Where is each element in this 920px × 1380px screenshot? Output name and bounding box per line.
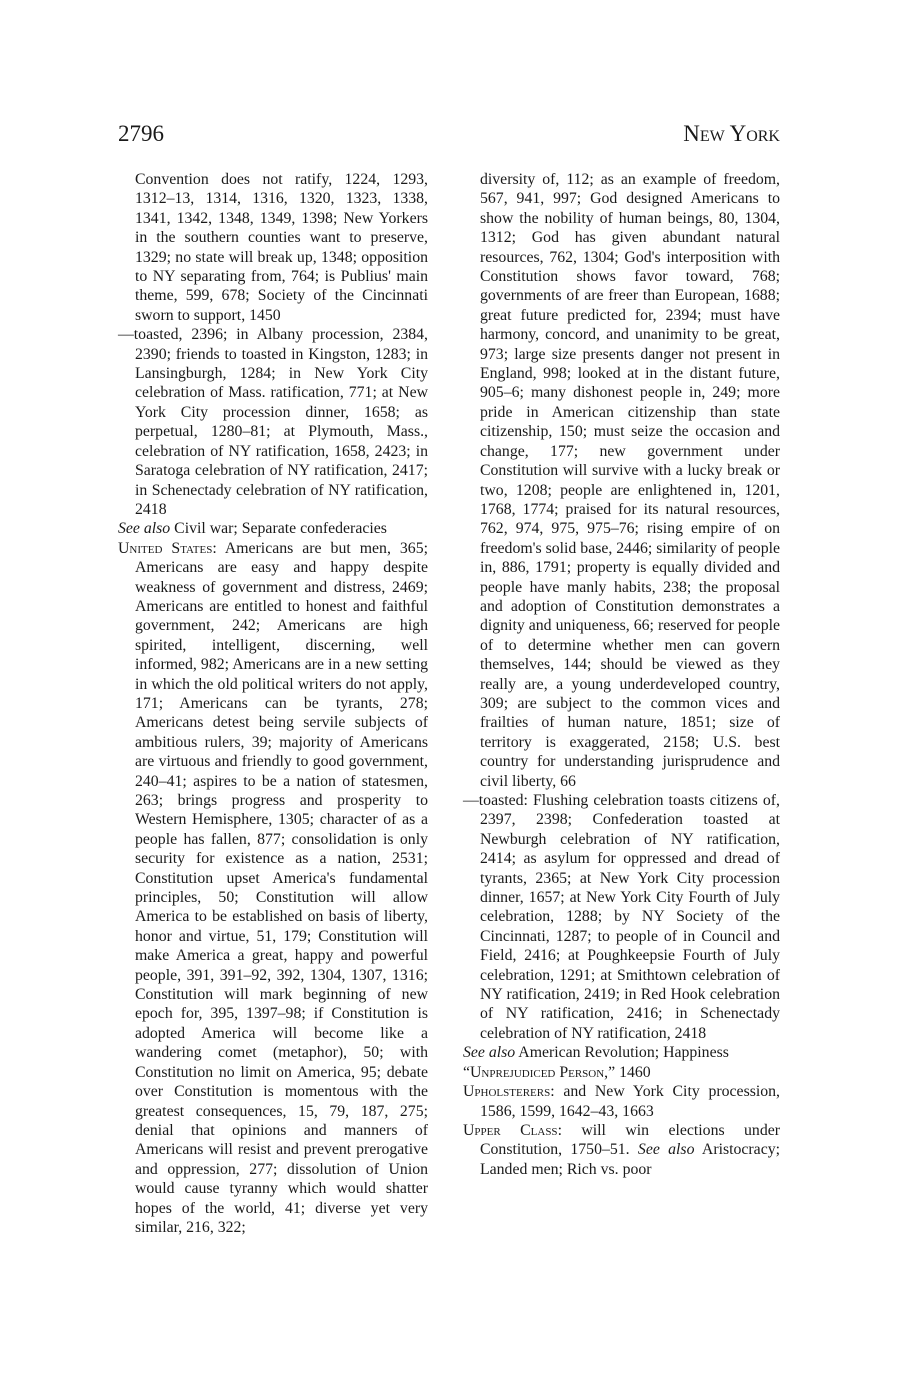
entry-text: : will win elections under Constitution, 1750–51. [480,1121,780,1159]
page-number: 2796 [118,121,164,146]
index-entry-united-states [118,539,428,1238]
running-head: New York [683,121,780,146]
entry-text: 1460 [615,1063,651,1081]
see-also-text: Civil war; Separate confederacies [174,520,387,538]
left-column [118,170,428,1237]
right-column [463,170,780,1179]
page-header [118,121,780,153]
see-also-text: Aristocracy; Landed men; Rich vs. poor [480,1141,780,1178]
index-entry-upper-class [463,1121,780,1179]
entry-text: : Americans are but men, 365; Americans are easy and happy despite weakness of government and distress, 2469; Americans are entitled to honest and faithful government, 242; Americans are high spirited, intelligent, discerning, well informed, 982; Americans are in a new setting in which the old political writers do not apply, 171; Americans can be tyrants, 278; Americans detest being servile subjects of ambitious rulers, 39; majority of Americans are virtuous and friendly to good government, 240–41; aspires to be a nation of statesmen, 263; brings progress and prosperity to Western Hemisphere, 1305; character of as a people has fallen, 877; consolidation is only security for existence as a nation, 2531; Constitution upset America's fundamental principles, 50; Constitution will allow America to be established on basis of liberty, honor and virtue, 51, 179; Constitution will make America a great, happy and powerful people, 391, 391–92, 392, 1304, 1307, 1316; Constitution will mark beginning of new epoch for, 395, 1397–98; if Constitution is adopted America will become like a wandering comet (metaphor), 50; with Constitution no limit on America, 95; debate over Constitution is momentous with the greatest consequences, 15, 79, 187, 275; denial that opinions and manners of Americans will resist and prevent prerogative and oppression, 277; dissolution of Union would cause tyranny which would shatter hopes of the world, 41; diverse yet very similar, 216, 322; [135,539,428,1236]
index-subentry-toasted: —toasted: Flushing celebration toasts citizens of, 2397, 2398; Confederation toasted at Newburgh celebration of NY ratification, 2414; as asylum for oppressed and dread of tyrants, 2365; at New York City procession dinner, 1657; at New York City Fourth of July celebration, 1288; by NY Society of the Cincinnati, 1287; to people of in Council and Field, 2416; at Poughkeepsie Fourth of July celebration, 1291; at Smithtown celebration of NY ratification, 2419; in Red Hook celebration of NY ratification, 2416; in Schenectady celebration of NY ratification, 2418 [463,792,780,1042]
index-entry-unprejudiced-person [463,1063,780,1082]
entry-heading: “Unprejudiced Person,” [463,1063,616,1081]
index-continuation: diversity of, 112; as an example of freedom, 567, 941, 997; God designed Americans to show the nobility of human beings, 80, 1304, 1312; God has given abundant natural resources, 762, 1304; God's interposition with Constitution shows favor toward, 768; governments of are freer than European, 1688; great future predicted for, 2394; must have harmony, concord, and unanimity to be great, 973; large size presents danger not present in England, 998; looked at in the distant future, 905–6; many dishonest people in, 249; more pride in American citizenship than state citizenship, 150; must seize the occasion and change, 177; new government under Constitution will survive with a lucky break or two, 1208; people are enlightened in, 1201, 1768, 1774; praised for its natural resources, 762, 974, 975, 975–76; rising empire of on freedom's solid base, 2446; similarity of people in, 886, 1791; property is equally divided and people have manly habits, 238; the proposal and adoption of Constitution demonstrates a dignity and uniqueness, 66; reserved for people of to determine whether men can govern themselves, 144; should be viewed as they really are, a young underdeveloped country, 309; are subject to the common vices and frailties of human nature, 1851; size of territory is exaggerated, 2158; U.S. best country for understanding jurisprudence and civil liberty, 66 [480,171,780,790]
see-also-label: See also [637,1141,695,1159]
entry-heading: Upper Class [463,1121,558,1139]
index-entry-upholsterers [463,1082,780,1121]
see-also-text: American Revolution; Happiness [518,1044,729,1062]
see-also-label: See also [118,520,171,538]
see-also-line [118,519,428,538]
see-also-line [463,1043,780,1062]
entry-heading: Upholsterers [463,1083,551,1101]
entry-heading: United States [118,539,213,557]
index-continuation: Convention does not ratify, 1224, 1293, 1312–13, 1314, 1316, 1320, 1323, 1338, 1341, 1342, 1348, 1349, 1398; New Yorkers in the southern counties want to preserve, 1329; no state will break up, 1348; opposition to NY separating from, 764; is Publius' main theme, 599, 678; Society of the Cincinnati sworn to support, 1450 [135,171,428,324]
entry-text: : and New York City procession, 1586, 1599, 1642–43, 1663 [480,1083,780,1120]
see-also-label: See also [463,1044,516,1062]
index-subentry-toasted: —toasted, 2396; in Albany procession, 2384, 2390; friends to toasted in Kingston, 1283; in Lansingburgh, 1284; in New York City celebration of Mass. ratification, 771; at New York City procession dinner, 1658; as perpetual, 1280–81; at Plymouth, Mass., celebration of NY ratification, 1658, 2423; in Saratoga celebration of NY ratification, 2417; in Schenectady celebration of NY ratification, 2418 [118,326,428,518]
